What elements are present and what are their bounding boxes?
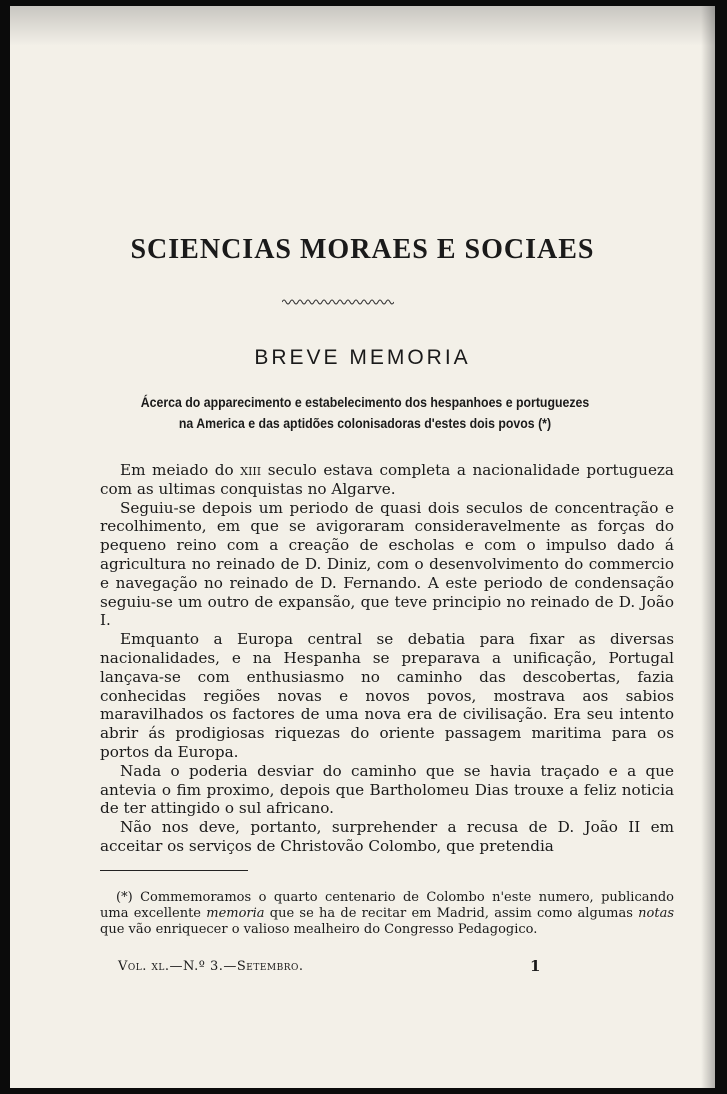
paragraph-2: Seguiu-se depois um periodo de quasi dois seculos de concentração e recolhimento, em que se avigoraram consideravelmente as forças do pequeno reino com a creação de escholas e com o impulso dado á agricultura no reinado de D. Diniz, com o desenvolvimento do commercio e navegação no reinado de D. Fernando. A este periodo de condensação seguiu-se um outro de expansão, que teve principio no reinado de D. João I. (100, 498, 674, 630)
footnote-part-2: que se ha de recitar em Madrid, assim como algumas (264, 906, 639, 921)
century-numeral: xiii (240, 461, 262, 479)
subtitle-line-2: na America e das aptidões colonisadoras d'estes dois povos (*) (178, 415, 552, 431)
paragraph-5: Não nos deve, portanto, surprehender a recusa de D. João II em acceitar os serviços de Christovão Colombo, que pretendia (100, 818, 674, 855)
article-body (100, 461, 674, 856)
scan-top-shadow (10, 6, 715, 46)
subtitle-line-1: Ácerca do apparecimento e estabelecimento dos hespanhoes e portuguezes (140, 394, 590, 410)
footnote (100, 890, 674, 938)
scan-right-shadow (701, 6, 715, 1088)
paragraph-1-text-start: Em meiado do (120, 461, 241, 479)
footnote-divider (100, 870, 248, 871)
paragraph-1 (100, 461, 674, 499)
scanned-page (10, 6, 715, 1088)
volume-signature: Vol. xl.—N.º 3.—Setembro. (118, 959, 304, 974)
section-title: SCIENCIAS MORAES E SOCIAES (130, 234, 595, 265)
wavy-divider-ornament (282, 298, 394, 306)
article-title: BREVE MEMORIA (254, 346, 471, 369)
footnote-part-3: que vão enriquecer o valioso mealheiro do Congresso Pedagogico. (100, 922, 538, 937)
paragraph-3: Emquanto a Europa central se debatia para fixar as diversas nacionalidades, e na Hespanha se preparava a unificação, Portugal lançava-se com enthusiasmo no caminho das descobertas, fazia conhecidas regiões novas e novos povos, mostrava aos sabios maravilhados os factores de uma nova era de civilisação. Era seu intento abrir ás prodigiosas riquezas do oriente passagem maritima para os portos da Europa. (100, 630, 674, 761)
paragraph-4: Nada o poderia desviar do caminho que se havia traçado e a que antevia o fim proximo, depois que Bartholomeu Dias trouxe a feliz noticia de ter attingido o sul africano. (100, 761, 674, 818)
footnote-emphasis-memoria: memoria (206, 906, 265, 921)
footnote-part-1: (*) Commemoramos o quarto centenario de Colombo n'este numero, publicando uma excellente (100, 890, 674, 921)
page-number: 1 (530, 957, 541, 975)
paragraph-1-text-end: seculo estava completa a nacionalidade portugueza com as ultimas conquistas no Algarve. (100, 461, 674, 498)
footnote-emphasis-notas: notas (638, 906, 674, 921)
article-subtitle (105, 392, 624, 434)
footnote-text (100, 890, 674, 938)
